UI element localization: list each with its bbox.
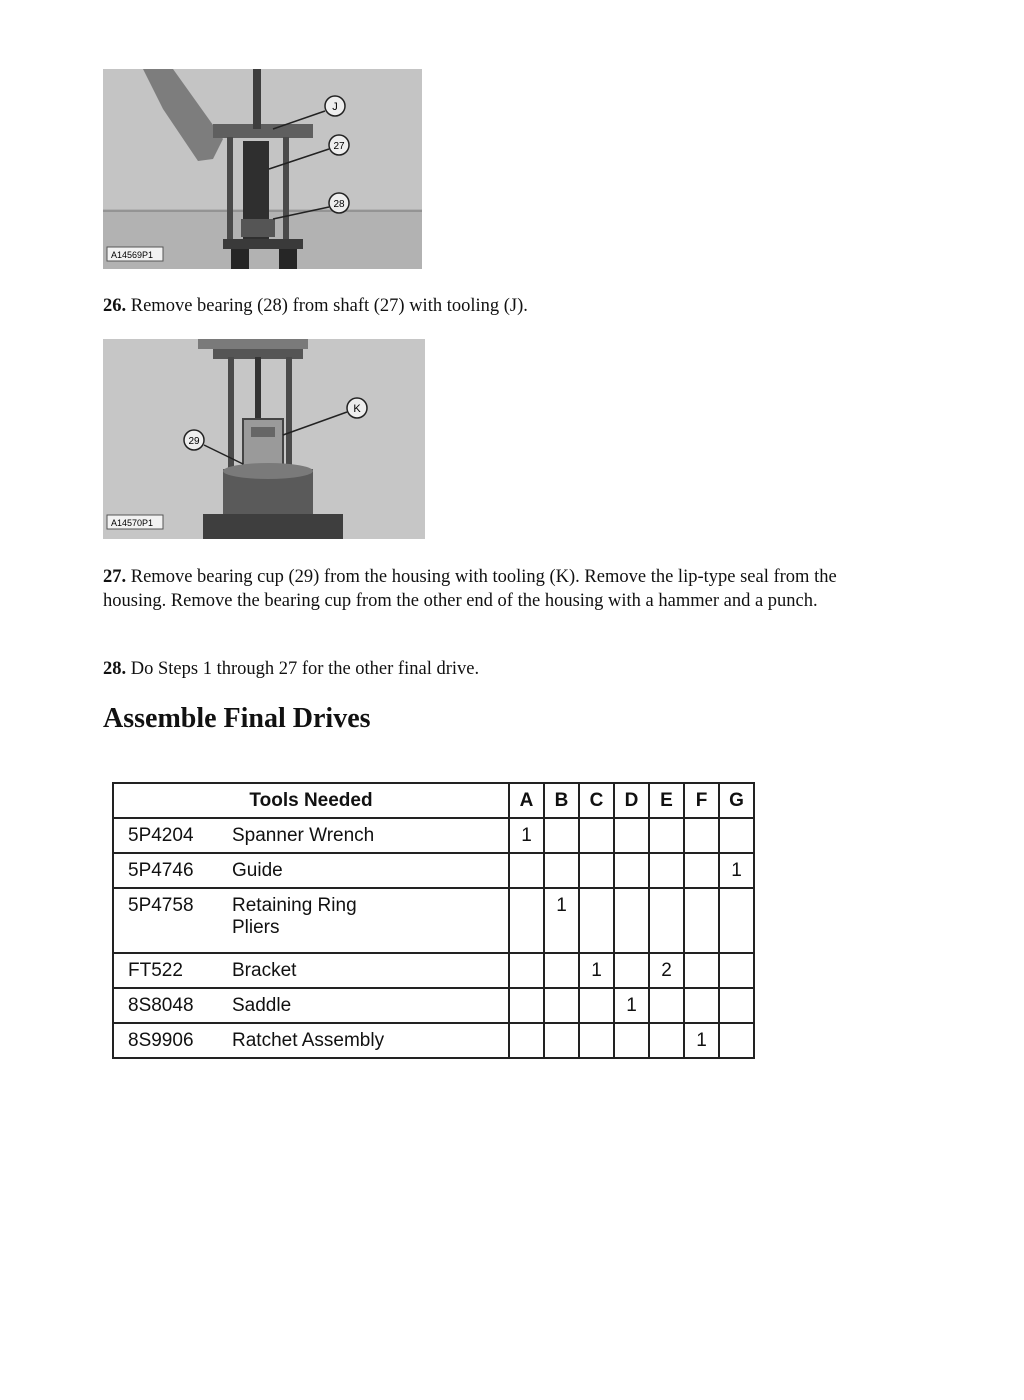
tool-description: [113, 888, 509, 953]
table-cell: [614, 953, 649, 988]
part-number: 8S9906: [128, 1029, 194, 1051]
table-row: [113, 853, 754, 888]
step-number: 28.: [103, 659, 127, 679]
callout-label: 28: [333, 199, 345, 210]
callout-label: J: [332, 101, 338, 113]
table-cell: [509, 853, 544, 888]
table-cell: [614, 853, 649, 888]
step-text: Remove bearing cup (29) from the housing with tooling (K). Remove the lip-type seal from the housing. Remove the bearing cup from the other end of the housing with a hammer and a punch.: [103, 567, 837, 611]
table-cell: [684, 853, 719, 888]
figure-code: A14570P1: [111, 518, 154, 528]
table-cell: [509, 953, 544, 988]
column-header: B: [544, 783, 579, 818]
part-name-line: Pliers: [232, 917, 280, 938]
table-cell: [614, 888, 649, 953]
figure-bearing-cup-removal-photo: [103, 339, 425, 539]
tool-description: [113, 988, 509, 1023]
table-cell: 1: [719, 853, 754, 888]
column-header: A: [509, 783, 544, 818]
step-28: [103, 657, 903, 681]
tools-needed-header: Tools Needed: [113, 783, 509, 818]
tool-description: [113, 853, 509, 888]
table-row: [113, 988, 754, 1023]
table-cell: [614, 818, 649, 853]
table-cell: [719, 1023, 754, 1058]
part-number: 5P4204: [128, 824, 194, 846]
tools-needed-table: [112, 782, 755, 1059]
table-cell: [649, 888, 684, 953]
figure-bearing-removal-photo: [103, 69, 422, 269]
section-heading: Assemble Final Drives: [103, 703, 371, 734]
table-cell: [509, 988, 544, 1023]
table-cell: [719, 953, 754, 988]
column-header: C: [579, 783, 614, 818]
part-name-line: Retaining Ring: [232, 895, 357, 916]
table-cell: [684, 988, 719, 1023]
table-cell: 1: [614, 988, 649, 1023]
table-cell: [649, 853, 684, 888]
table-cell: [579, 1023, 614, 1058]
step-27: [103, 565, 903, 613]
table-cell: 2: [649, 953, 684, 988]
table-cell: [579, 888, 614, 953]
part-name: Guide: [232, 859, 283, 881]
table-cell: [719, 818, 754, 853]
table-cell: [509, 1023, 544, 1058]
part-name: [232, 895, 472, 939]
table-cell: [579, 853, 614, 888]
table-cell: [719, 888, 754, 953]
table-cell: 1: [579, 953, 614, 988]
step-text: Do Steps 1 through 27 for the other final drive.: [126, 659, 480, 679]
table-cell: [579, 818, 614, 853]
step-number: 27.: [103, 567, 127, 587]
table-cell: 1: [509, 818, 544, 853]
callout-label: 29: [188, 436, 200, 447]
table-header-row: [113, 783, 754, 818]
part-number: 5P4746: [128, 859, 194, 881]
table-cell: [649, 988, 684, 1023]
table-cell: [649, 1023, 684, 1058]
part-name: Saddle: [232, 994, 292, 1016]
table-cell: [684, 888, 719, 953]
column-header: E: [649, 783, 684, 818]
table-cell: [684, 818, 719, 853]
column-header: F: [684, 783, 719, 818]
table-cell: 1: [684, 1023, 719, 1058]
part-name: Spanner Wrench: [232, 824, 375, 846]
table-cell: [544, 818, 579, 853]
table-cell: [649, 818, 684, 853]
tool-description: [113, 1023, 509, 1058]
figure-code: A14569P1: [111, 250, 154, 260]
table-cell: [544, 953, 579, 988]
table-cell: [614, 1023, 649, 1058]
part-number: 8S8048: [128, 994, 194, 1016]
part-name: Bracket: [232, 959, 297, 981]
callout-label: K: [353, 403, 361, 415]
part-number: 5P4758: [128, 895, 194, 916]
part-number: FT522: [128, 959, 183, 981]
table-row: [113, 818, 754, 853]
column-header: D: [614, 783, 649, 818]
column-header: G: [719, 783, 754, 818]
table-row: [113, 953, 754, 988]
table-cell: [579, 988, 614, 1023]
tool-description: [113, 953, 509, 988]
tool-description: [113, 818, 509, 853]
callout-label: 27: [333, 141, 345, 152]
table-row: [113, 888, 754, 953]
table-row: [113, 1023, 754, 1058]
table-cell: [719, 988, 754, 1023]
step-26: [103, 294, 903, 318]
part-name: Ratchet Assembly: [232, 1029, 385, 1051]
table-cell: [544, 853, 579, 888]
step-number: 26.: [103, 296, 127, 316]
table-cell: [509, 888, 544, 953]
table-cell: 1: [544, 888, 579, 953]
table-cell: [544, 988, 579, 1023]
table-cell: [544, 1023, 579, 1058]
table-cell: [684, 953, 719, 988]
step-text: Remove bearing (28) from shaft (27) with tooling (J).: [126, 296, 528, 316]
